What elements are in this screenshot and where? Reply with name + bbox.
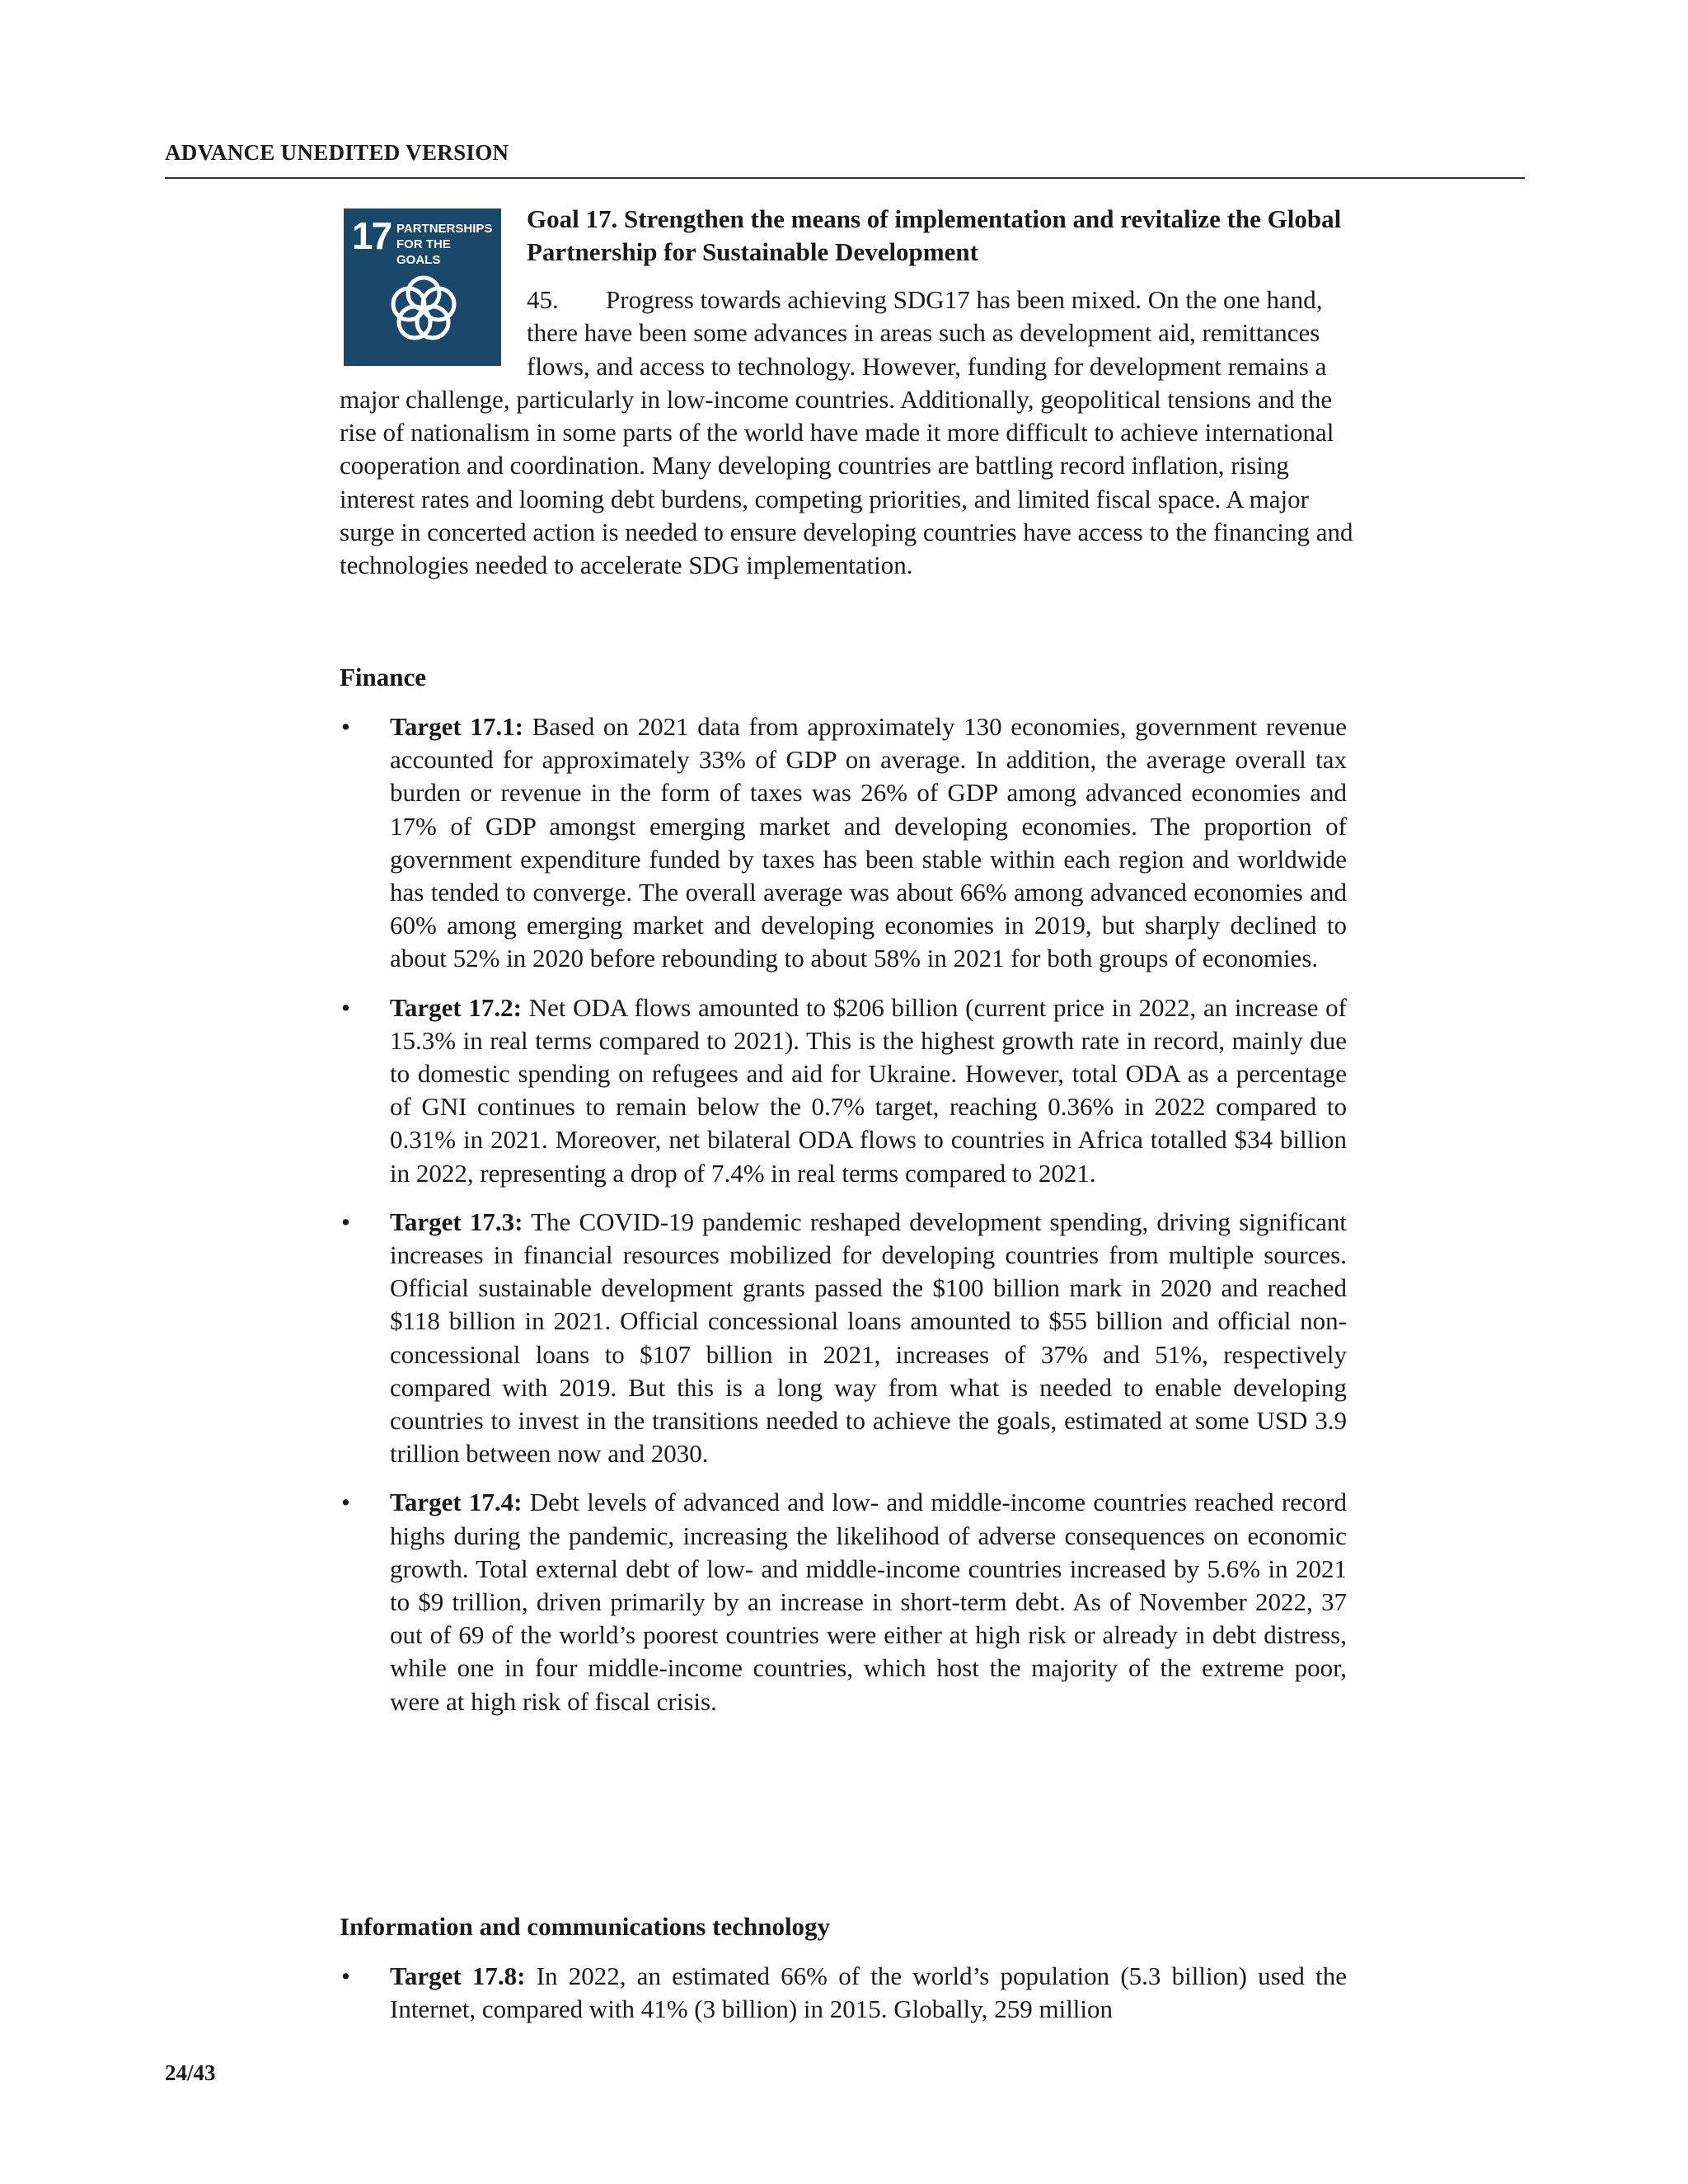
sdg-number: 17 xyxy=(352,214,392,257)
target-text: The COVID-19 pandemic reshaped development spending, driving significant increases in financial resources mobilized for developing countries from multiple sources. Official sustainable development grants passed the $100 billion mark in 2020 and reached $118 billion in 2021. Official concessional loans amounted to $55 billion and official non-concessional loans to $107 billion in 2021, increases of 37% and 51%, respectively compared with 2019. But this is a long way from what is needed to enable developing countries to invest in the transitions needed to achieve the goals, estimated at some USD 3.9 trillion between now and 2030. xyxy=(390,1207,1347,1469)
bullet-icon: • xyxy=(341,992,350,1022)
paragraph-number: 45. xyxy=(527,285,559,314)
intro-text: Progress towards achieving SDG17 has been mixed. On the one hand, there have been some advances in areas such as development aid, remittances flows, and access to technology. However, funding for development remains a major challenge, particularly in low-income countries. Additionally, geopolitical tensions and the rise of nationalism in some parts of the world have made it more difficult to achieve international cooperation and coordination. Many developing countries are battling record inflation, rising interest rates and looming debt burdens, competing priorities, and limited fiscal space. A major surge in concerted action is needed to ensure developing countries have access to the financing and technologies needed to accelerate SDG implementation. xyxy=(340,285,1353,580)
target-label: Target 17.3: xyxy=(390,1207,523,1236)
icon-wrap-spacer xyxy=(340,284,527,382)
document-header-label: ADVANCE UNEDITED VERSION xyxy=(165,140,509,165)
section-heading-finance: Finance xyxy=(340,663,427,691)
list-item xyxy=(340,1486,1347,1718)
target-text: In 2022, an estimated 66% of the world’s population (5.3 billion) used the Internet, compared with 41% (3 billion) in 2015. Globally, 259 million xyxy=(390,1961,1348,2024)
list-item xyxy=(340,1960,1347,2026)
target-label: Target 17.1: xyxy=(390,712,523,741)
sdg-title: PARTNERSHIPS FOR THE GOALS xyxy=(396,222,493,267)
list-item xyxy=(340,991,1347,1190)
target-text: Based on 2021 data from approximately 130 economies, government revenue accounted for approximately 33% of GDP on average. In addition, the average overall tax burden or revenue in the form of taxes was 26% of GDP among advanced economies and 17% of GDP amongst emerging market and developing economies. The proportion of government expenditure funded by taxes has been stable within each region and worldwide has tended to converge. The overall average was about 66% among advanced economies and 60% among emerging market and developing economies in 2019, but sharply declined to about 52% in 2020 before rebounding to about 58% in 2021 for both groups of economies. xyxy=(390,712,1347,973)
list-item xyxy=(340,1206,1347,1471)
ict-bullet-list xyxy=(340,1960,1347,2041)
target-label: Target 17.8: xyxy=(390,1961,526,1990)
target-label: Target 17.4: xyxy=(390,1488,523,1517)
target-text: Net ODA flows amounted to $206 billion (current price in 2022, an increase of 15.3% in real terms compared to 2021). This is the highest growth rate in record, mainly due to domestic spending on refugees and aid for Ukraine. However, total ODA as a percentage of GNI continues to remain below the 0.7% target, reaching 0.36% in 2022 compared to 0.31% in 2021. Moreover, net bilateral ODA flows to countries in Africa totalled $34 billion in 2022, representing a drop of 7.4% in real terms compared to 2021. xyxy=(390,992,1348,1188)
header-divider xyxy=(165,177,1525,179)
list-item xyxy=(340,710,1347,976)
intro-paragraph xyxy=(340,284,1360,583)
bullet-icon: • xyxy=(341,712,350,741)
bullet-icon: • xyxy=(341,1488,350,1517)
target-text: Debt levels of advanced and low- and middle-income countries reached record highs during the pandemic, increasing the likelihood of adverse consequences on economic growth. Total external debt of low- and middle-income countries increased by 5.6% in 2021 to $9 trillion, driven primarily by an increase in short-term debt. As of November 2022, 37 out of 69 of the world’s poorest countries were either at high risk or already in debt distress, while one in four middle-income countries, which host the majority of the extreme poor, were at high risk of fiscal crisis. xyxy=(390,1488,1348,1716)
page-number: 24/43 xyxy=(165,2060,216,2085)
section-heading-ict: Information and communications technology xyxy=(340,1912,831,1941)
target-label: Target 17.2: xyxy=(390,992,522,1022)
bullet-icon: • xyxy=(341,1961,350,1990)
bullet-icon: • xyxy=(341,1207,350,1236)
goal-title: Goal 17. Strengthen the means of implementation and revitalize the Global Partnership for Sustainable Development xyxy=(527,204,1342,266)
finance-bullet-list xyxy=(340,710,1347,1734)
